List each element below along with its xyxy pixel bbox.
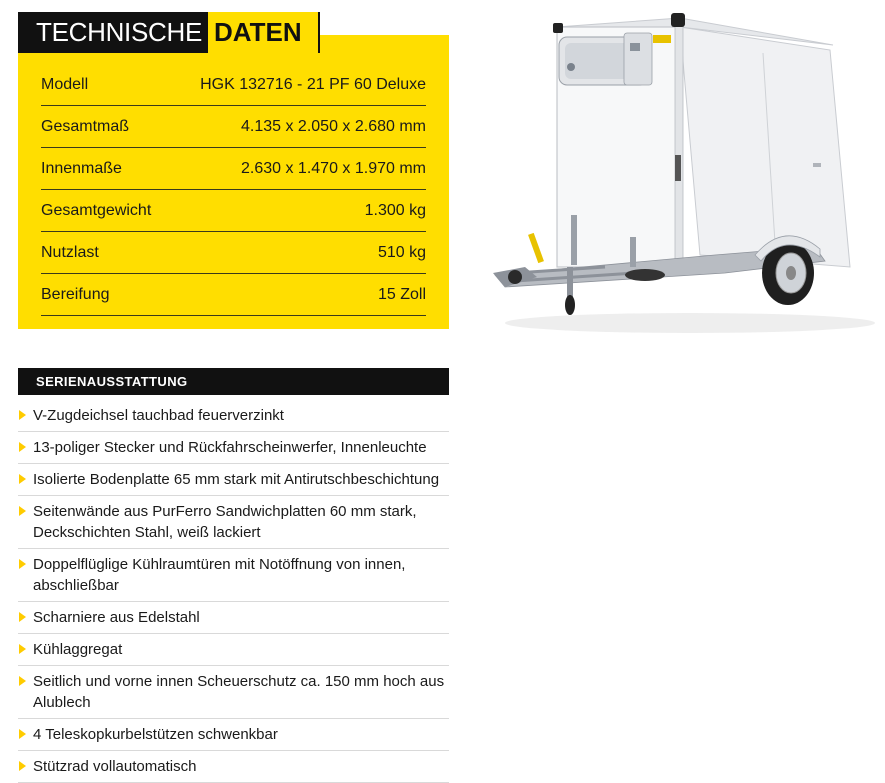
standard-equipment-header: SERIENAUSSTATTUNG [18,368,449,395]
bullet-arrow-icon [19,676,26,686]
list-item [18,719,449,751]
spec-row-payload [41,232,426,274]
spec-value: HGK 132716 - 21 PF 60 Deluxe [200,75,426,93]
technical-data-header [18,12,320,53]
list-item [18,496,449,549]
list-item [18,549,449,602]
spec-value: 4.135 x 2.050 x 2.680 mm [241,117,426,135]
technical-data-title-part2: DATEN [208,12,318,53]
spec-row-model [41,64,426,106]
list-item [18,400,449,432]
bullet-arrow-icon [19,612,26,622]
list-item [18,432,449,464]
list-item-text: Seitenwände aus PurFerro Sandwichplatten 60 mm stark, Deckschichten Stahl, weiß lackiert [33,503,417,541]
bullet-arrow-icon [19,729,26,739]
spec-label: Bereifung [41,285,110,303]
spec-value: 15 Zoll [377,285,426,303]
bullet-arrow-icon [19,410,26,420]
bullet-arrow-icon [19,506,26,516]
list-item-text: Isolierte Bodenplatte 65 mm stark mit Antirutschbeschichtung [33,471,440,488]
spec-row-tires [41,274,426,316]
spec-value: 510 kg [377,243,426,261]
list-item-text: Doppelflüglige Kühlraumtüren mit Notöffnung von innen, abschließbar [33,556,406,594]
technical-data-table [41,64,426,316]
technical-data-title-part1: TECHNISCHE [36,17,203,47]
list-item-text: Kühlaggregat [33,641,123,658]
spec-label: Modell [41,75,89,93]
list-item [18,634,449,666]
list-item [18,751,449,783]
list-item-text: Scharniere aus Edelstahl [33,609,200,626]
bullet-arrow-icon [19,559,26,569]
list-item [18,666,449,719]
spec-value: 1.300 kg [364,201,426,219]
list-item-text: 4 Teleskopkurbelstützen schwenkbar [33,726,278,743]
spec-row-inner-dimensions [41,148,426,190]
spec-label: Gesamtgewicht [41,201,152,219]
list-item-text: Seitlich und vorne innen Scheuerschutz ca. 150 mm hoch aus Alublech [33,673,445,711]
spec-row-gross-weight [41,190,426,232]
bullet-arrow-icon [19,761,26,771]
list-item [18,464,449,496]
bullet-arrow-icon [19,474,26,484]
spec-row-overall-dimensions [41,106,426,148]
bullet-arrow-icon [19,442,26,452]
standard-equipment-list [18,400,449,783]
spec-label: Nutzlast [41,243,99,261]
spec-label: Innenmaße [41,159,122,177]
list-item-text: V-Zugdeichsel tauchbad feuerverzinkt [33,407,284,424]
spec-label: Gesamtmaß [41,117,130,135]
spec-value: 2.630 x 1.470 x 1.970 mm [241,159,426,177]
bullet-arrow-icon [19,644,26,654]
trailer-image [485,5,880,340]
list-item [18,602,449,634]
list-item-text: Stützrad vollautomatisch [33,758,197,775]
list-item-text: 13-poliger Stecker und Rückfahrscheinwerfer, Innenleuchte [33,439,427,456]
